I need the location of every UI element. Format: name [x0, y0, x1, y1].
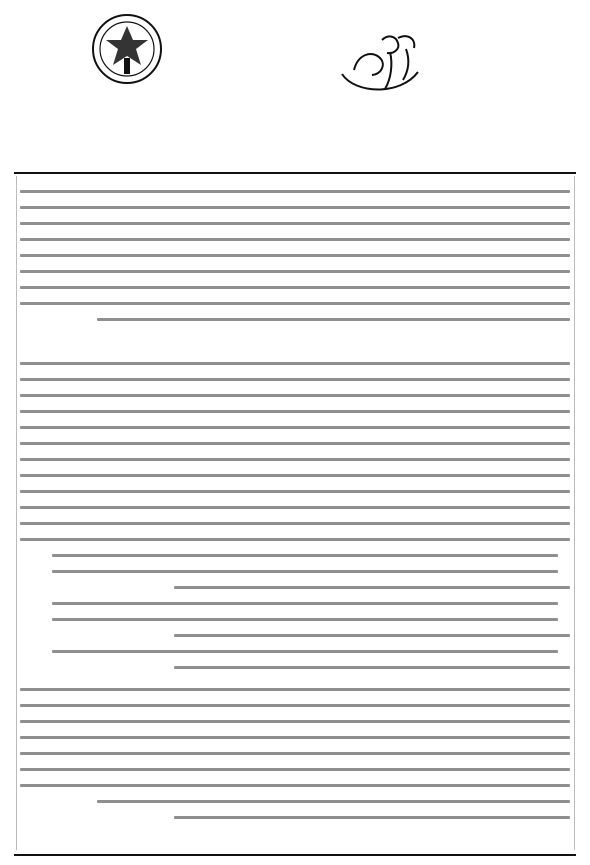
top-divider: [14, 172, 576, 174]
headline-placeholder: [150, 138, 448, 166]
paragraph-block-1: [20, 190, 570, 334]
paragraph-block-2: [20, 362, 570, 682]
right-margin-rule: [574, 176, 575, 850]
calligraphy-emblem-icon: [320, 12, 440, 112]
bottom-divider: [14, 854, 576, 856]
left-margin-rule: [16, 176, 17, 850]
emblem-left-icon: [88, 10, 166, 88]
paragraph-block-3: [20, 688, 570, 832]
